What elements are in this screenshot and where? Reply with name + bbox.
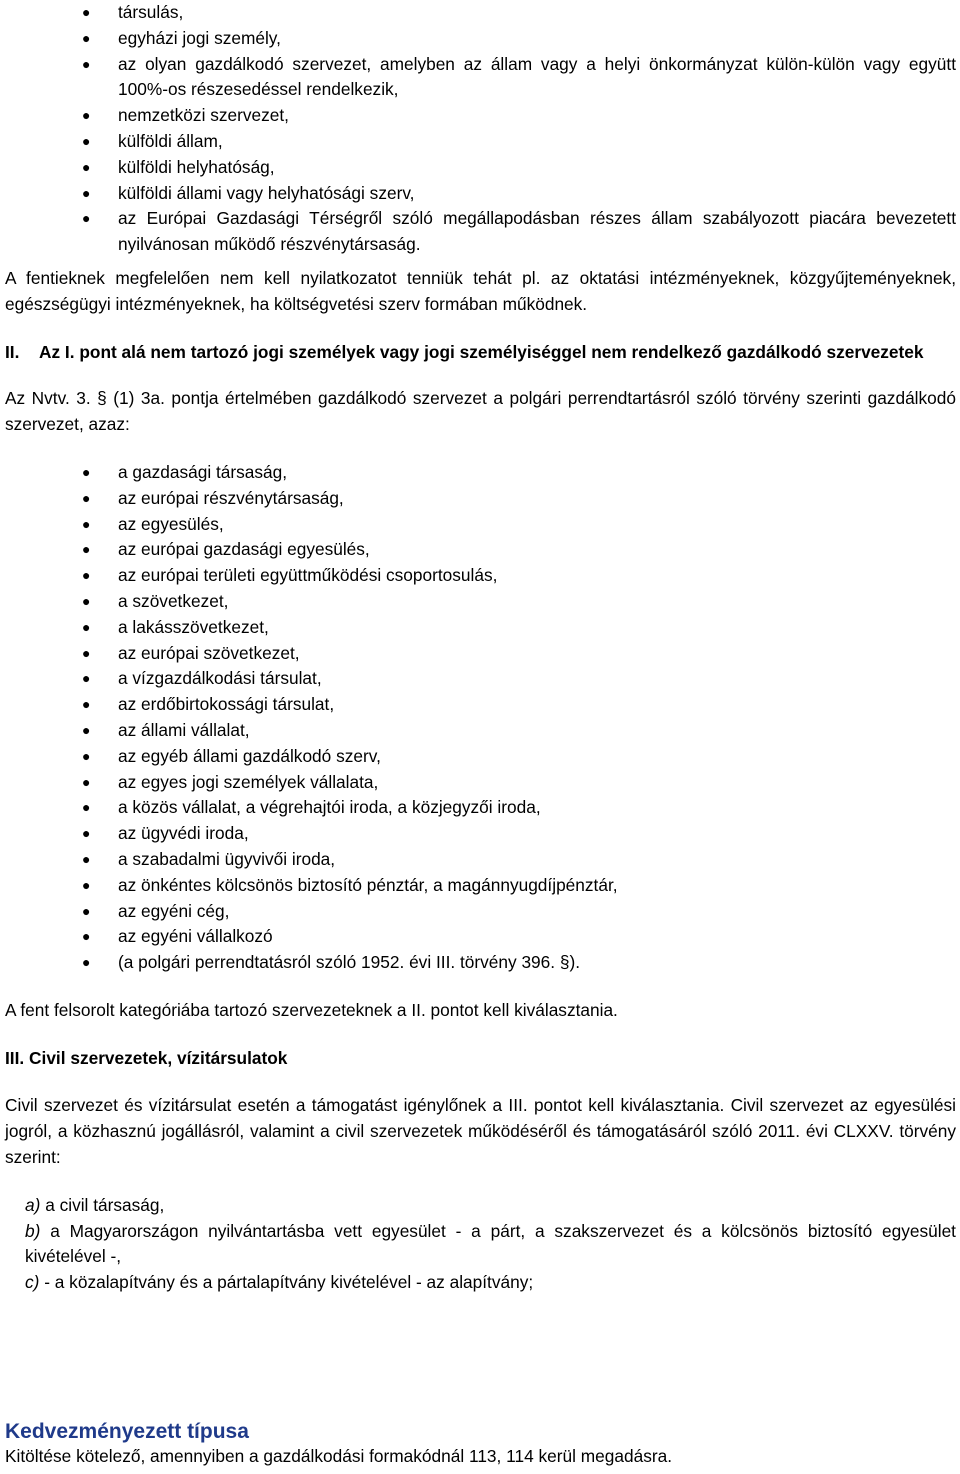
bullet-icon: ●: [82, 107, 91, 124]
list-item: ● az Európai Gazdasági Térségről szóló megállapodásban részes állam szabályozott piacára bevezetett nyilvánosan működő részvénytársaság.: [82, 208, 956, 255]
bullet-icon: ●: [82, 4, 91, 20]
list-item: ● az egyesülés,: [118, 512, 956, 538]
bullet-icon: ●: [82, 644, 91, 661]
bullet-icon: ●: [82, 55, 91, 72]
list-item: ● a gazdasági társaság,: [118, 460, 956, 486]
list-item: ● az olyan gazdálkodó szervezet, amelyben az állam vagy a helyi önkormányzat külön-külön vagy együtt 100%-os részesedéssel rendelkezik,: [82, 53, 956, 100]
list-item: ● az egyes jogi személyek vállalata,: [118, 770, 956, 796]
section-3-paragraph: Civil szervezet és vízitársulat esetén a támogatást igénylőnek a III. pontot kell kiválasztania. Civil szervezet az egyesülési jogról, a közhasznú jogállásról, valamint a civil szervezetek működéséről és támogatásáról szóló 2011. évi CLXXV. törvény szerint:: [5, 1095, 956, 1168]
list-item: ● az európai részvénytársaság,: [118, 486, 956, 512]
section-title: Az I. pont alá nem tartozó jogi személyek vagy jogi személyiséggel nem rendelkező gazdálkodó szervezetek: [39, 341, 924, 362]
bullet-icon: ●: [82, 210, 91, 227]
list-item: a) a civil társaság,: [25, 1194, 165, 1215]
list-item: ● társulás,: [118, 0, 956, 26]
item-letter: b): [25, 1220, 41, 1241]
list-item: ● nemzetközi szervezet,: [118, 103, 956, 129]
bullet-icon: ●: [82, 825, 91, 842]
bullet-icon: ●: [82, 902, 91, 919]
list-item: c) - a közalapítvány és a pártalapítvány kivételével - az alapítvány;: [25, 1272, 534, 1293]
list-item: ● az egyéni vállalkozó: [118, 924, 956, 950]
list-item: ● a vízgazdálkodási társulat,: [118, 666, 956, 692]
list-item: ● a közös vállalat, a végrehajtói iroda, a közjegyzői iroda,: [118, 795, 956, 821]
bullet-icon: ●: [82, 184, 91, 201]
list-item: ● az európai területi együttműködési csoportosulás,: [118, 563, 956, 589]
bullet-icon: ●: [82, 670, 91, 687]
bullet-icon: ●: [82, 158, 91, 175]
list-item: ● egyházi jogi személy,: [118, 26, 956, 52]
bullet-icon: ●: [82, 29, 91, 46]
bullet-icon: ●: [82, 721, 91, 738]
list-item: ● az ügyvédi iroda,: [118, 821, 956, 847]
list-item: ● külföldi állami vagy helyhatósági szerv,: [118, 181, 956, 207]
list-item: ● az európai szövetkezet,: [118, 641, 956, 667]
section-number: III.: [5, 1047, 25, 1068]
bullet-icon: ●: [82, 541, 91, 558]
bullet-icon: ●: [82, 515, 91, 532]
civil-organization-list: [5, 1193, 956, 1296]
beneficiary-type-heading: Kedvezményezett típusa: [5, 1420, 249, 1443]
bullet-icon: ●: [82, 132, 91, 149]
beneficiary-type-block: [5, 1420, 956, 1470]
bullet-icon: ●: [82, 747, 91, 764]
bullet-icon: ●: [82, 954, 91, 971]
list-item: ● az európai gazdasági egyesülés,: [118, 537, 956, 563]
organization-type-list: [82, 0, 956, 258]
bullet-icon: ●: [82, 567, 91, 584]
section-3-heading: [5, 1046, 956, 1072]
bullet-icon: ●: [82, 463, 91, 480]
bullet-icon: ●: [82, 773, 91, 790]
bullet-icon: ●: [82, 799, 91, 816]
bullet-icon: ●: [82, 489, 91, 506]
bullet-icon: ●: [82, 592, 91, 609]
list-item: ● az állami vállalat,: [118, 718, 956, 744]
list-item: ● (a polgári perrendtatásról szóló 1952. évi III. törvény 396. §).: [118, 950, 956, 976]
bullet-icon: ●: [82, 876, 91, 893]
list-item: ● az önkéntes kölcsönös biztosító pénztár, a magánnyugdíjpénztár,: [118, 873, 956, 899]
list-item: ● a szabadalmi ügyvivői iroda,: [118, 847, 956, 873]
bullet-icon: ●: [82, 928, 91, 945]
list-item: ● a szövetkezet,: [118, 589, 956, 615]
list-item: ● külföldi állam,: [118, 129, 956, 155]
list-item: b) a Magyarországon nyilvántartásba vett egyesület - a párt, a szakszervezet és a kölcsönös biztosító egyesület kivételével -,: [25, 1220, 956, 1267]
item-letter: c): [25, 1272, 40, 1293]
item-letter: a): [25, 1194, 41, 1215]
list-item: ● az erdőbirtokossági társulat,: [118, 692, 956, 718]
section-2-heading: [5, 340, 956, 366]
list-item: ● az egyéb állami gazdálkodó szerv,: [118, 744, 956, 770]
beneficiary-type-text: Kitöltése kötelező, amennyiben a gazdálkodási formakódnál 113, 114 kerül megadásra.: [5, 1446, 673, 1466]
section-2-intro: Az Nvtv. 3. § (1) 3a. pontja értelmében gazdálkodó szervezet a polgári perrendtartásról szóló törvény szerinti gazdálkodó szervezet, azaz:: [5, 388, 956, 435]
bullet-icon: ●: [82, 618, 91, 635]
list-item: ● a lakásszövetkezet,: [118, 615, 956, 641]
section-title: Civil szervezetek, vízitársulatok: [29, 1047, 288, 1068]
list-item: ● külföldi helyhatóság,: [118, 155, 956, 181]
section-number: II.: [5, 341, 20, 362]
bullet-icon: ●: [82, 696, 91, 713]
business-entity-list: [82, 460, 956, 976]
bullet-icon: ●: [82, 850, 91, 867]
exemption-paragraph: A fentieknek megfelelően nem kell nyilatkozatot tenniük tehát pl. az oktatási intézményeknek, közgyűjteményeknek, egészségügyi intézményeknek, ha költségvetési szerv formában működnek.: [5, 267, 956, 314]
section-2-note: A fent felsorolt kategóriába tartozó szervezeteknek a II. pontot kell kiválasztania.: [5, 999, 618, 1020]
list-item: ● az egyéni cég,: [118, 899, 956, 925]
